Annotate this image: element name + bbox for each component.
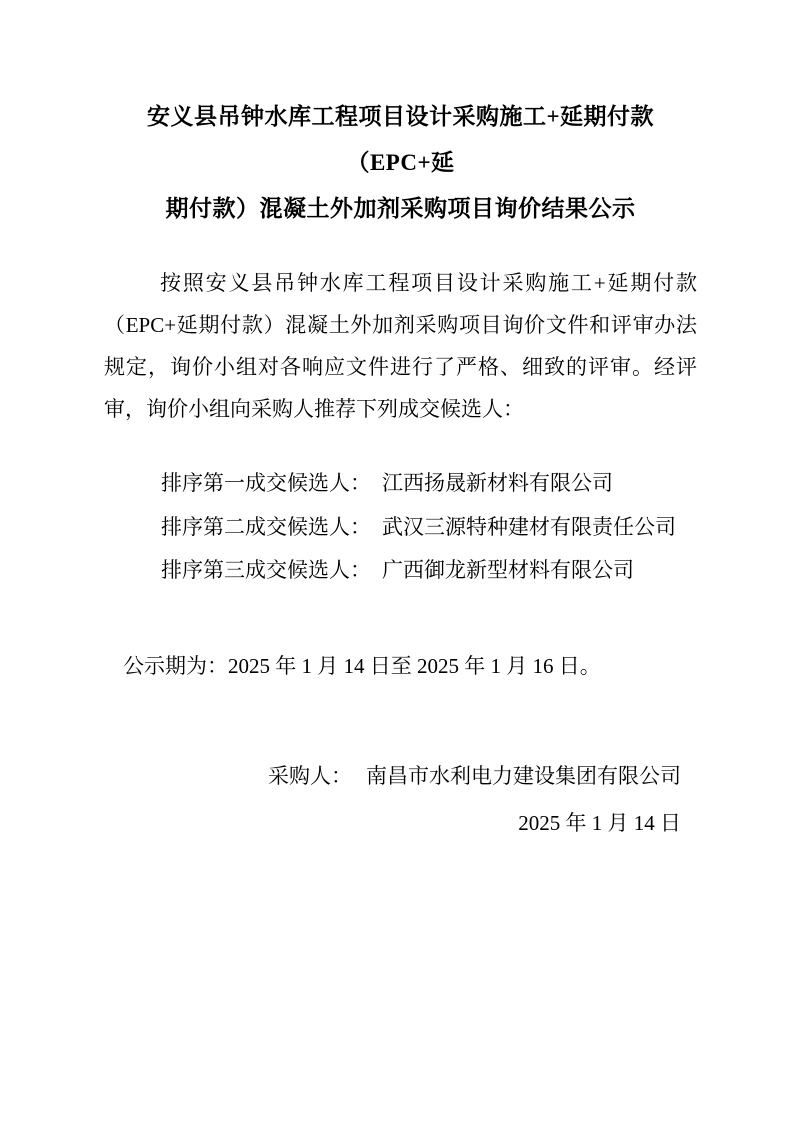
candidate-rank-3-company: 广西御龙新型材料有限公司	[382, 558, 634, 582]
purchaser-label: 采购人：	[268, 763, 352, 788]
candidate-rank-1-label: 排序第一成交候选人：	[161, 471, 371, 495]
candidate-row-third	[161, 549, 697, 593]
candidate-list	[104, 462, 697, 593]
candidate-rank-2-company: 武汉三源特种建材有限责任公司	[382, 514, 676, 539]
candidate-rank-3-label: 排序第三成交候选人：	[161, 558, 371, 582]
purchaser-line	[104, 755, 681, 798]
purchaser-name: 南昌市水利电力建设集团有限公司	[366, 763, 681, 788]
document-title	[104, 94, 697, 232]
publicity-period: 公示期为：2025 年 1 月 14 日至 2025 年 1 月 16 日。	[123, 653, 601, 678]
signature-date: 2025 年 1 月 14 日	[518, 810, 681, 835]
title-line-1: 安义县吊钟水库工程项目设计采购施工+延期付款（EPC+延	[146, 104, 655, 175]
candidate-row-second	[161, 506, 697, 550]
candidate-row-first	[161, 462, 697, 506]
intro-paragraph: 按照安义县吊钟水库工程项目设计采购施工+延期付款（EPC+延期付款）混凝土外加剂采购项目询价文件和评审办法规定，询价小组对各响应文件进行了严格、细致的评审。经评审，询价小组向采购人推荐下列成交候选人：	[104, 271, 697, 421]
title-line-2: 期付款）混凝土外加剂采购项目询价结果公示	[165, 196, 636, 221]
candidate-rank-1-company: 江西扬晟新材料有限公司	[382, 471, 613, 495]
candidate-rank-2-label: 排序第二成交候选人：	[161, 514, 371, 539]
signature-block	[104, 755, 697, 845]
